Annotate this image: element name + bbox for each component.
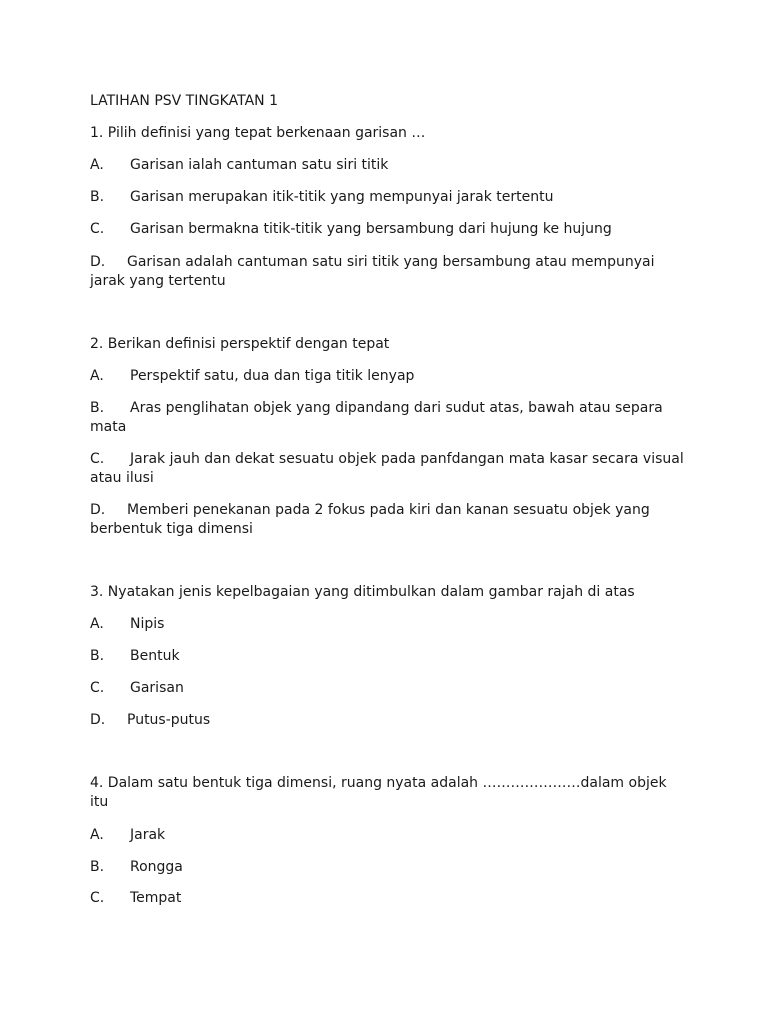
question-3-option-d <box>90 711 690 730</box>
option-text: Garisan merupakan itik-titik yang mempunyai jarak tertentu <box>130 189 554 205</box>
option-text: Rongga <box>130 859 183 875</box>
question-4-text-continuation: itu <box>90 794 109 810</box>
question-2-option-a <box>90 367 690 386</box>
option-letter: B. <box>90 648 105 664</box>
option-text: Putus-putus <box>127 712 211 728</box>
option-letter: C. <box>90 221 105 237</box>
option-letter: A. <box>90 368 104 384</box>
question-2-option-c-continuation: atau ilusi <box>90 470 154 486</box>
question-4-option-a <box>90 826 690 845</box>
option-letter: C. <box>90 451 105 467</box>
question-2-option-d <box>90 501 690 520</box>
option-text: Jarak jauh dan dekat sesuatu objek pada panfdangan mata kasar secara visual <box>130 451 684 467</box>
question-3-text: 3. Nyatakan jenis kepelbagaian yang ditimbulkan dalam gambar rajah di atas <box>90 584 635 600</box>
option-text: Aras penglihatan objek yang dipandang dari sudut atas, bawah atau separa <box>130 400 663 416</box>
option-text: Jarak <box>130 827 166 843</box>
option-text: Memberi penekanan pada 2 fokus pada kiri dan kanan sesuatu objek yang <box>127 502 650 518</box>
question-4-option-b <box>90 858 690 877</box>
question-2-option-c <box>90 450 690 469</box>
question-1-option-a <box>90 156 690 175</box>
question-3-option-c <box>90 679 690 698</box>
option-text: Bentuk <box>130 648 180 664</box>
option-letter: B. <box>90 859 105 875</box>
option-text: Garisan adalah cantuman satu siri titik yang bersambung atau mempunyai <box>127 254 655 270</box>
question-1-option-b <box>90 188 690 207</box>
question-2-option-d-continuation: berbentuk tiga dimensi <box>90 521 253 537</box>
option-letter: A. <box>90 157 104 173</box>
option-text: Nipis <box>130 616 165 632</box>
question-4-text: 4. Dalam satu bentuk tiga dimensi, ruang nyata adalah …………………dalam objek <box>90 775 667 791</box>
option-letter: D. <box>90 254 106 270</box>
question-2-option-b-continuation: mata <box>90 419 127 435</box>
question-1-text: 1. Pilih definisi yang tepat berkenaan garisan … <box>90 125 426 141</box>
option-letter: C. <box>90 680 105 696</box>
option-text: Perspektif satu, dua dan tiga titik lenyap <box>130 368 415 384</box>
option-letter: B. <box>90 400 105 416</box>
question-4-option-c <box>90 889 690 908</box>
option-letter: C. <box>90 890 105 906</box>
option-letter: D. <box>90 502 106 518</box>
document-title: LATIHAN PSV TINGKATAN 1 <box>90 93 278 109</box>
question-1-option-d <box>90 253 690 272</box>
question-1-option-d-continuation: jarak yang tertentu <box>90 273 226 289</box>
question-2-option-b <box>90 399 690 418</box>
question-1-option-c <box>90 220 690 239</box>
question-3-option-b <box>90 647 690 666</box>
option-text: Garisan bermakna titik-titik yang bersambung dari hujung ke hujung <box>130 221 612 237</box>
option-letter: A. <box>90 827 104 843</box>
option-letter: B. <box>90 189 105 205</box>
option-text: Garisan ialah cantuman satu siri titik <box>130 157 389 173</box>
option-text: Garisan <box>130 680 184 696</box>
option-text: Tempat <box>130 890 182 906</box>
option-letter: A. <box>90 616 104 632</box>
question-3-option-a <box>90 615 690 634</box>
option-letter: D. <box>90 712 106 728</box>
question-2-text: 2. Berikan definisi perspektif dengan tepat <box>90 336 390 352</box>
